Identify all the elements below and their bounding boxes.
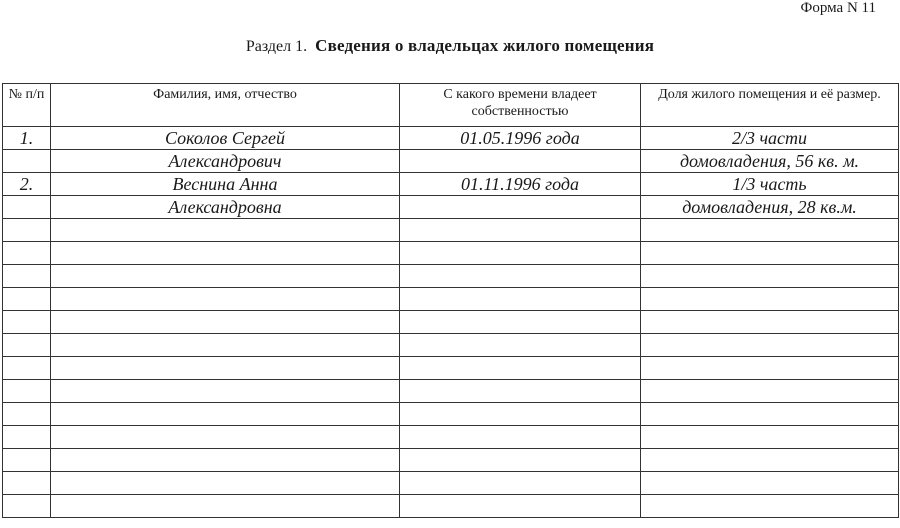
cell-since <box>400 426 641 449</box>
header-share: Доля жилого помещения и её размер. <box>641 84 899 127</box>
cell-name <box>51 380 400 403</box>
cell-since <box>400 150 641 173</box>
cell-since: 01.11.1996 года <box>400 173 641 196</box>
cell-share: домовладения, 28 кв.м. <box>641 196 899 219</box>
cell-name <box>51 449 400 472</box>
cell-name: Александровна <box>51 196 400 219</box>
cell-since <box>400 403 641 426</box>
cell-share <box>641 495 899 518</box>
cell-share <box>641 357 899 380</box>
cell-share <box>641 265 899 288</box>
cell-since <box>400 334 641 357</box>
cell-num <box>3 449 51 472</box>
cell-share <box>641 311 899 334</box>
cell-share <box>641 449 899 472</box>
header-since: С какого времени владеет собственностью <box>400 84 641 127</box>
cell-share <box>641 288 899 311</box>
table-row <box>3 426 899 449</box>
cell-since <box>400 449 641 472</box>
table-row <box>3 173 899 196</box>
cell-share <box>641 334 899 357</box>
cell-name <box>51 426 400 449</box>
table-row <box>3 196 899 219</box>
cell-since <box>400 288 641 311</box>
cell-share <box>641 403 899 426</box>
cell-share <box>641 219 899 242</box>
cell-num: 1. <box>3 127 51 150</box>
cell-name: Веснина Анна <box>51 173 400 196</box>
cell-share: 1/3 часть <box>641 173 899 196</box>
table-header-row <box>3 84 899 127</box>
cell-num <box>3 150 51 173</box>
cell-name <box>51 334 400 357</box>
cell-num <box>3 426 51 449</box>
cell-num <box>3 242 51 265</box>
section-prefix: Раздел 1. <box>245 38 308 55</box>
header-num: № п/п <box>3 84 51 127</box>
form-number-label: Форма N 11 <box>800 0 876 16</box>
table-row <box>3 472 899 495</box>
table-row <box>3 311 899 334</box>
table-row <box>3 127 899 150</box>
cell-num <box>3 311 51 334</box>
cell-share <box>641 472 899 495</box>
cell-num: 2. <box>3 173 51 196</box>
cell-share <box>641 380 899 403</box>
cell-name <box>51 242 400 265</box>
cell-name <box>51 265 400 288</box>
cell-name <box>51 311 400 334</box>
table-row <box>3 357 899 380</box>
cell-name <box>51 495 400 518</box>
cell-since <box>400 196 641 219</box>
owners-table <box>2 83 899 518</box>
table-row <box>3 495 899 518</box>
cell-since: 01.05.1996 года <box>400 127 641 150</box>
cell-name <box>51 357 400 380</box>
header-name: Фамилия, имя, отчество <box>51 84 400 127</box>
table-row <box>3 288 899 311</box>
table-row <box>3 265 899 288</box>
cell-name <box>51 403 400 426</box>
cell-share: 2/3 части <box>641 127 899 150</box>
cell-num <box>3 265 51 288</box>
table-row <box>3 242 899 265</box>
cell-name <box>51 288 400 311</box>
cell-since <box>400 242 641 265</box>
cell-num <box>3 196 51 219</box>
cell-num <box>3 495 51 518</box>
cell-num <box>3 334 51 357</box>
cell-share <box>641 426 899 449</box>
cell-num <box>3 403 51 426</box>
cell-num <box>3 219 51 242</box>
cell-since <box>400 472 641 495</box>
cell-share: домовладения, 56 кв. м. <box>641 150 899 173</box>
cell-name <box>51 219 400 242</box>
cell-since <box>400 311 641 334</box>
cell-name <box>51 472 400 495</box>
table-row <box>3 403 899 426</box>
cell-num <box>3 288 51 311</box>
cell-since <box>400 265 641 288</box>
section-heading <box>0 36 900 56</box>
cell-share <box>641 242 899 265</box>
cell-num <box>3 472 51 495</box>
cell-name: Александрович <box>51 150 400 173</box>
table-row <box>3 380 899 403</box>
section-title: Сведения о владельцах жилого помещения <box>315 36 655 55</box>
cell-name: Соколов Сергей <box>51 127 400 150</box>
cell-num <box>3 357 51 380</box>
table-row <box>3 334 899 357</box>
cell-since <box>400 357 641 380</box>
cell-since <box>400 495 641 518</box>
cell-since <box>400 380 641 403</box>
table-row <box>3 150 899 173</box>
table-row <box>3 219 899 242</box>
cell-num <box>3 380 51 403</box>
cell-since <box>400 219 641 242</box>
table-row <box>3 449 899 472</box>
